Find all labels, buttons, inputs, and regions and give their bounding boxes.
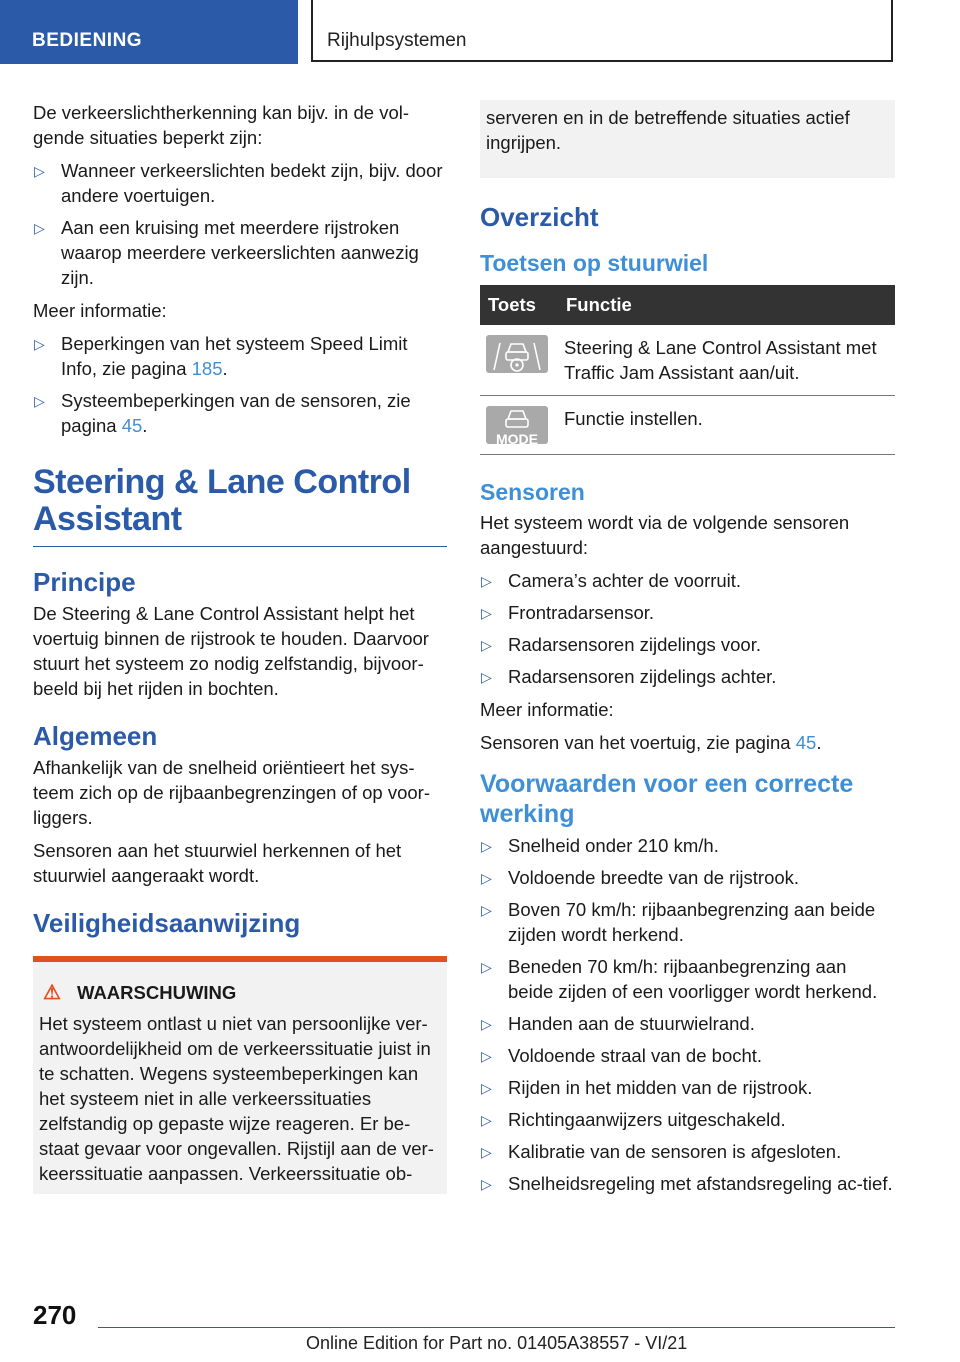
- list-item: ▷ Radarsensoren zijdelings achter.: [480, 664, 895, 689]
- list-item: ▷ Richtingaanwijzers uitgeschakeld.: [480, 1107, 895, 1132]
- conditions-list: [480, 833, 895, 1196]
- edition-text: Online Edition for Part no. 01405A38557 - VI/21: [306, 1333, 688, 1353]
- triangle-bullet-icon: ▷: [481, 1080, 492, 1096]
- list-item: ▷ Voldoende straal van de bocht.: [480, 1043, 895, 1068]
- page-link-185[interactable]: 185: [191, 358, 223, 379]
- table-row: [480, 325, 895, 396]
- page-link-45[interactable]: 45: [121, 415, 143, 436]
- conditions-heading: Voorwaarden voor een correcte werking: [480, 770, 854, 828]
- triangle-bullet-icon: ▷: [481, 959, 492, 975]
- warning-text: Het systeem ontlast u niet van persoonlijke ver-antwoordelijkheid om de verkeerssituatie juist in te schatten. Wegens systeembeperkingen kan het systeem niet in alle verkeerssituaties zelfstandig op gepaste wijze reageren. Er be-staat gevaar voor ongevallen. Rijstijl aan de ver-keerssituatie aanpassen. Verkeerssituatie ob-: [39, 1013, 434, 1184]
- list-item: ▷ Handen aan de stuurwielrand.: [480, 1011, 895, 1036]
- list-item: ▷ Beperkingen van het systeem Speed Limit Info, zie pagina 185.: [34, 333, 408, 379]
- triangle-bullet-icon: ▷: [34, 220, 45, 236]
- list-item: ▷ Camera’s achter de voorruit.: [480, 568, 895, 593]
- triangle-bullet-icon: ▷: [481, 573, 492, 589]
- triangle-bullet-icon: ▷: [481, 1016, 492, 1032]
- table-row: [480, 396, 895, 455]
- triangle-bullet-icon: ▷: [481, 870, 492, 886]
- sensors-ref: Sensoren van het voertuig, zie pagina 45.: [480, 732, 822, 753]
- triangle-bullet-icon: ▷: [481, 838, 492, 854]
- chapter-tab: [311, 0, 893, 62]
- list-item: ▷ Kalibratie van de sensoren is afgesloten.: [480, 1139, 895, 1164]
- keys-table: [480, 285, 895, 455]
- intro-text: De verkeerslichtherkenning kan bijv. in de vol-gende situaties beperkt zijn:: [33, 102, 410, 148]
- list-item: ▷ Radarsensoren zijdelings voor.: [480, 632, 895, 657]
- table-cell: Steering & Lane Control Assistant met Traffic Jam Assistant aan/uit.: [558, 325, 895, 396]
- page-link-45[interactable]: 45: [795, 732, 817, 753]
- right-column: [480, 100, 895, 1204]
- sensors-heading: Sensoren: [480, 479, 585, 505]
- list-item: ▷ Boven 70 km/h: rijbaanbegrenzing aan beide zijden wordt herkend.: [481, 899, 876, 945]
- table-cell: Functie instellen.: [558, 396, 895, 455]
- list-item: ▷ Frontradarsensor.: [480, 600, 895, 625]
- list-item: ▷ Rijden in het midden van de rijstrook.: [480, 1075, 895, 1100]
- intro-list: [33, 158, 447, 290]
- triangle-bullet-icon: ▷: [481, 637, 492, 653]
- triangle-bullet-icon: ▷: [481, 669, 492, 685]
- list-item: ▷ Voldoende breedte van de rijstrook.: [480, 865, 895, 890]
- page-number: 270: [33, 1300, 77, 1330]
- sensors-list: [480, 568, 895, 689]
- general-text: Afhankelijk van de snelheid oriëntieert het sys-teem zich op de rijbaanbegrenzingen of op voor-liggers.: [33, 757, 430, 828]
- triangle-bullet-icon: ▷: [34, 336, 45, 352]
- list-item: ▷ Beneden 70 km/h: rijbaanbegrenzing aan beide zijden of een voorligger wordt herkend.: [481, 956, 878, 1002]
- table-header: Functie: [558, 285, 895, 325]
- steering-lane-assist-icon: [486, 335, 548, 373]
- warning-triangle-icon: ⚠: [43, 982, 61, 1004]
- mode-label: MODE: [496, 431, 538, 447]
- mode-icon: [486, 406, 548, 447]
- triangle-bullet-icon: ▷: [481, 605, 492, 621]
- table-header-row: [480, 285, 895, 325]
- list-item: ▷ Snelheid onder 210 km/h.: [480, 833, 895, 858]
- table-header: Toets: [480, 285, 558, 325]
- list-item: ▷ Snelheidsregeling met afstandsregeling ac-tief.: [480, 1171, 895, 1196]
- general-heading: Algemeen: [33, 721, 158, 751]
- left-column: [33, 100, 447, 1194]
- principle-heading: Principe: [33, 567, 136, 597]
- chapter-label: Rijhulpsystemen: [327, 30, 467, 51]
- more-info-label: Meer informatie:: [480, 699, 614, 720]
- warning-text-continued: serveren en in de betreffende situaties actief ingrijpen.: [486, 107, 850, 153]
- triangle-bullet-icon: ▷: [481, 1112, 492, 1128]
- triangle-bullet-icon: ▷: [34, 393, 45, 409]
- triangle-bullet-icon: ▷: [481, 1048, 492, 1064]
- section-label: BEDIENING: [32, 30, 143, 51]
- main-title: Steering & Lane Control Assistant: [33, 464, 447, 547]
- more-info-label: Meer informatie:: [33, 300, 167, 321]
- warning-box: [33, 956, 447, 1194]
- triangle-bullet-icon: ▷: [34, 163, 45, 179]
- warning-box-continued: [480, 100, 895, 178]
- footer-divider: [98, 1327, 895, 1328]
- triangle-bullet-icon: ▷: [481, 902, 492, 918]
- triangle-bullet-icon: ▷: [481, 1176, 492, 1192]
- principle-text: De Steering & Lane Control Assistant helpt het voertuig binnen de rijstrook te houden. Daarvoor stuurt het systeem zo nodig zelfstandig, bijvoor-beeld bij het rijden in bochten.: [33, 603, 429, 699]
- list-item: ▷ Wanneer verkeerslichten bedekt zijn, bijv. door andere voertuigen.: [34, 160, 443, 206]
- warning-title: WAARSCHUWING: [77, 982, 237, 1003]
- sensors-text: Het systeem wordt via de volgende sensoren aangestuurd:: [480, 512, 850, 558]
- section-tab: [0, 0, 298, 64]
- list-item: ▷ Systeembeperkingen van de sensoren, zie pagina 45.: [34, 390, 411, 436]
- overview-heading: Overzicht: [480, 202, 599, 232]
- list-item: ▷ Aan een kruising met meerdere rijstroken waarop meerdere verkeerslichten aanwezig zijn.: [34, 217, 419, 288]
- triangle-bullet-icon: ▷: [481, 1144, 492, 1160]
- safety-heading: Veiligheidsaanwijzing: [33, 908, 301, 938]
- info-list: [33, 331, 447, 438]
- keys-heading: Toetsen op stuurwiel: [480, 250, 709, 276]
- general-text: Sensoren aan het stuurwiel herkennen of het stuurwiel aangeraakt wordt.: [33, 840, 402, 886]
